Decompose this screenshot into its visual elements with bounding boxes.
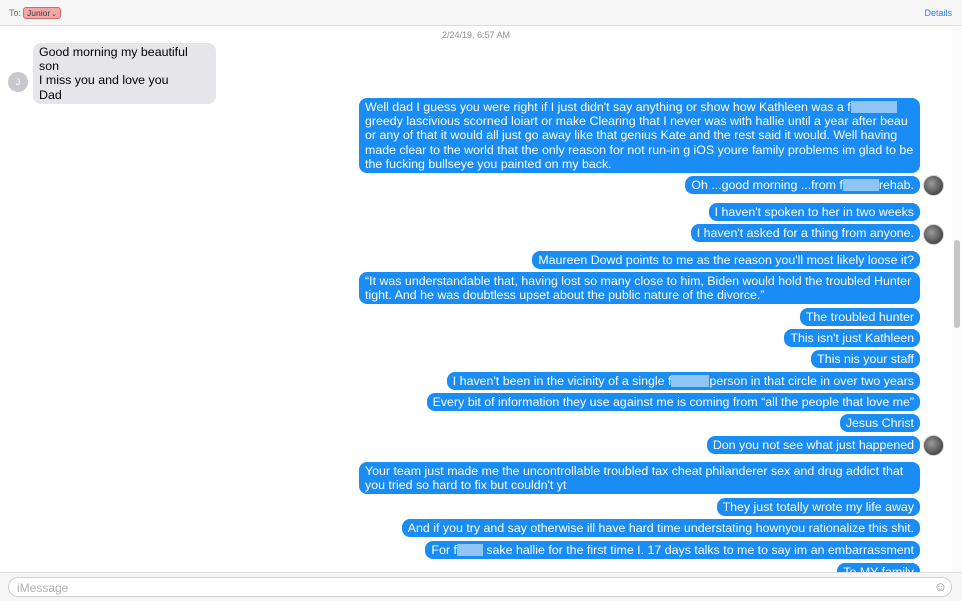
outgoing-message[interactable] <box>359 98 920 173</box>
conversation-header <box>0 0 962 26</box>
outgoing-message[interactable]: I haven't spoken to her in two weeks <box>709 203 920 221</box>
outgoing-message[interactable]: I haven't asked for a thing from anyone. <box>691 224 920 242</box>
outgoing-message[interactable]: This isn't just Kathleen <box>784 329 920 347</box>
outgoing-message[interactable]: The troubled hunter <box>800 308 920 326</box>
incoming-line: Dad <box>39 87 62 102</box>
message-text: For f <box>431 543 457 557</box>
incoming-message[interactable] <box>33 43 216 104</box>
chevron-down-icon: ⌄ <box>51 11 58 18</box>
message-input[interactable] <box>8 577 952 597</box>
message-text: I haven't been in the vicinity of a single f <box>452 374 672 388</box>
message-timestamp: 2/24/19, 6:57 AM <box>441 30 511 40</box>
outgoing-message[interactable]: They just totally wrote my life away <box>717 498 920 516</box>
message-text: greedy lascivious scorned loiart or make Clearing that I never was with hallie until a year after beau or any of that it would all just go away like that genius Kate and the rest said it would. Well having made clear to the world that the only reason for not run-in g iOS youre family problems im glad to be the fucking bullseye you painted on my back. <box>365 114 914 171</box>
redaction <box>851 101 897 113</box>
scrollbar-thumb[interactable] <box>954 240 960 328</box>
outgoing-message[interactable] <box>685 176 920 194</box>
to-label: To: <box>9 8 22 18</box>
avatar <box>923 224 944 245</box>
avatar <box>923 175 944 196</box>
outgoing-message[interactable]: And if you try and say otherwise ill have hard time understating hownyou rationalize this shit. <box>402 519 920 537</box>
emoji-icon[interactable]: ☺ <box>933 579 947 594</box>
outgoing-message[interactable]: “It was understandable that, having lost so many close to him, Biden would hold the troubled Hunter tight. And he was doubtless upset about the public nature of the divorce.” <box>359 272 920 304</box>
outgoing-message[interactable]: Your team just made me the uncontrollable troubled tax cheat philanderer sex and drug addict that you tried so hard to fix but couldn't yt <box>359 462 920 494</box>
message-text: Well dad I guess you were right if I just didn't say anything or show how Kathleen was a f <box>365 100 851 114</box>
message-input-placeholder: iMessage <box>17 581 69 595</box>
compose-bar <box>0 572 962 601</box>
message-text: person in that circle in over two years <box>709 374 914 388</box>
recipient-name: Junior <box>27 8 51 18</box>
message-text: Oh ...good morning ...from f <box>691 178 843 192</box>
avatar: J <box>8 72 28 92</box>
incoming-line: I miss you and love you <box>39 73 169 88</box>
outgoing-message[interactable]: Maureen Dowd points to me as the reason you'll most likely loose it? <box>532 251 920 269</box>
outgoing-message[interactable]: Every bit of information they use against me is coming from “all the people that love me” <box>427 393 920 411</box>
outgoing-message[interactable]: Don you not see what just happened <box>707 436 920 454</box>
message-text: sake hallie for the first time I. 17 days talks to me to say im an embarrassment <box>482 543 914 557</box>
incoming-line: Good morning my beautiful son <box>39 45 188 74</box>
redaction <box>457 544 483 556</box>
avatar <box>923 435 944 456</box>
message-text: rehab. <box>878 178 914 192</box>
details-button[interactable]: Details <box>924 8 952 18</box>
outgoing-message[interactable] <box>425 541 920 559</box>
outgoing-message[interactable] <box>447 372 920 390</box>
outgoing-message[interactable]: This nis your staff <box>811 350 920 368</box>
redaction <box>671 375 709 387</box>
redaction <box>843 179 879 191</box>
recipient-token[interactable] <box>23 7 61 19</box>
outgoing-message[interactable]: Jesus Christ <box>840 414 920 432</box>
